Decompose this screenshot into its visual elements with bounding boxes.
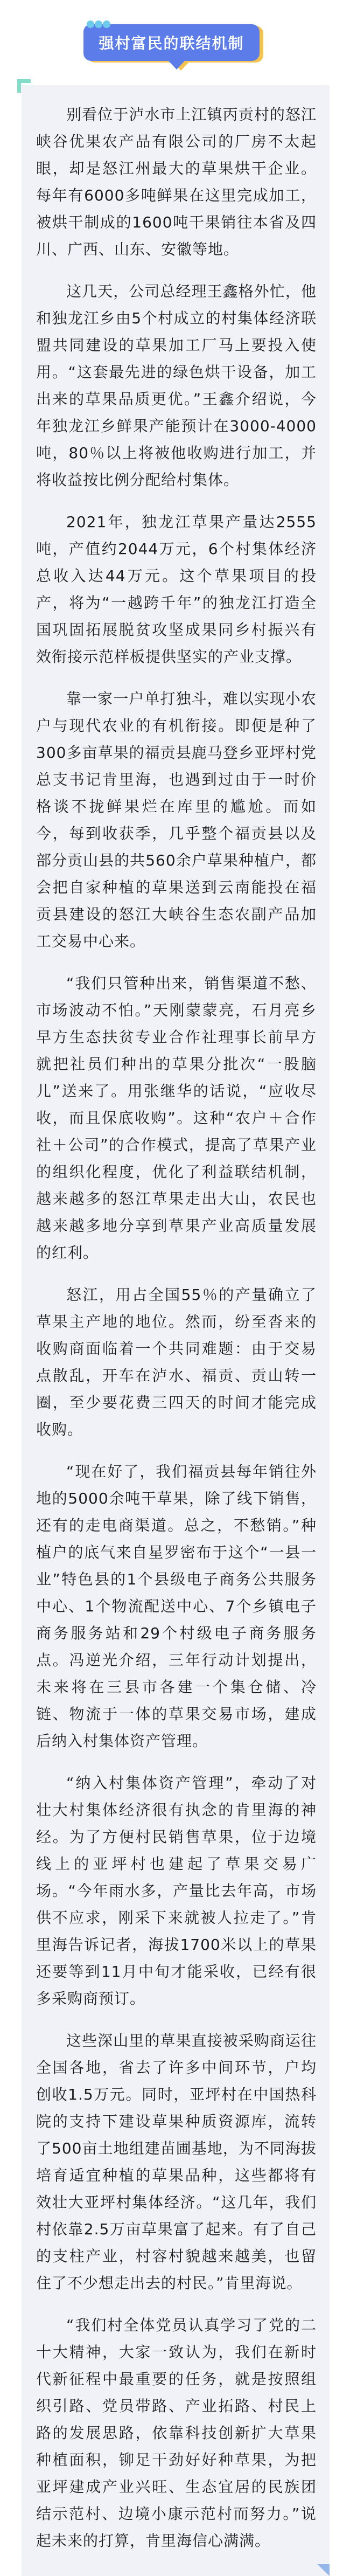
corner-triangle-decoration xyxy=(317,2564,330,2576)
section-title-banner xyxy=(0,0,350,85)
dots-decoration xyxy=(87,20,110,28)
paragraph-list xyxy=(36,101,317,2554)
dot-icon xyxy=(103,20,110,28)
article-paragraph: “纳入村集体资产管理”，牵动了对壮大村集体经济很有执念的肯里海的神经。为了方便村民销售草果，位于边境线上的亚坪村也建起了草果交易广场。“今年雨水多，产量比去年高，市场供不应求，刚采下来就被人拉走了。”肯里海告诉记者，海拔1700米以上的草果还要等到11月中旬才能采收，已经有很多采购商预订。 xyxy=(36,1774,317,2007)
article-paragraph: “我们村全体党员认真学习了党的二十大精神，大家一致认为，我们在新时代新征程中最重要的任务，就是按照组织引路、党员带路、产业拓路、村民上路的发展思路，依靠科技创新扩大草果种植面积，铆足干劲好好种草果，为把亚坪建成产业兴旺、生态宜居的民族团结示范村、边境小康示范村而努力。”说起未来的打算，肯里海信心满满。 xyxy=(36,2316,317,2550)
banner-bubble xyxy=(83,24,260,61)
article-body xyxy=(22,85,330,2576)
section-title: 强村富民的联结机制 xyxy=(99,34,244,52)
dot-icon xyxy=(95,20,102,28)
article-paragraph: “我们只管种出来，销售渠道不愁、市场波动不怕。”天刚蒙蒙亮，石月亮乡早方生态扶贫专业合作社理事长前早方就把社员们种出的草果分批次“一股脑儿”送来了。用张继华的话说，“应收尽收，而且保底收购”。这种“农户＋合作社＋公司”的合作模式，提高了草果产业的组织化程度，优化了利益联结机制，越来越多的怒江草果走出大山，农民也越来越多地分享到草果产业高质量发展的红利。 xyxy=(36,974,317,1262)
article-paragraph: 靠一家一户单打独斗，难以实现小农户与现代农业的有机衔接。即便是种了300多亩草果的福贡县鹿马登乡亚坪村党总支书记肯里海，也遇到过由于一时价格谈不拢鲜果烂在库里的尴尬。而如今，每到收获季，几乎整个福贡县以及部分贡山县的共560余户草果种植户，都会把自家种植的草果送到云南能投在福贡县建设的怒江大峡谷生态农副产品加工交易中心来。 xyxy=(36,690,317,950)
article-paragraph: 这些深山里的草果直接被采购商运往全国各地，省去了许多中间环节，户均创收1.5万元。同时，亚坪村在中国热科院的支持下建设草果种质资源库，流转了500亩土地组建苗圃基地，为不同海拔培育适宜种植的草果品种，这些都将有效壮大亚坪村集体经济。“这几年，我们村依靠2.5万亩草果富了起来。有了自己的支柱产业，村容村貌越来越美，也留住了不少想走出去的村民。”肯里海说。 xyxy=(36,2032,317,2292)
dot-icon xyxy=(87,20,94,28)
article-paragraph: 这几天，公司总经理王鑫格外忙，他和独龙江乡由5个村成立的村集体经济联盟共同建设的草果加工厂马上要投入使用。“这套最先进的绿色烘干设备，加工出来的草果品质更优。”王鑫介绍说，今年独龙江乡鲜果产能预计在3000-4000吨，80％以上将被他收购进行加工，并将收益按比例分配给村集体。 xyxy=(36,282,317,489)
article-paragraph: 怒江，用占全国55％的产量确立了草果主产地的地位。然而，纷至沓来的收购商面临着一个共同难题：由于交易点散乱，开车在泸水、福贡、贡山转一圈，至少要花费三四天的时间才能完成收购。 xyxy=(36,1286,317,1438)
article-paragraph: 别看位于泸水市上江镇丙贡村的怒江峡谷优果农产品有限公司的厂房不太起眼，却是怒江州最大的草果烘干企业。每年有6000多吨鲜果在这里完成加工，被烘干制成的1600吨干果销往本省及四川、广西、山东、安徽等地。 xyxy=(36,106,317,258)
article-paragraph: “现在好了，我们福贡县每年销往外地的5000余吨干草果，除了线下销售，还有的走电商渠道。总之，不愁销。”种植户的底气来自星罗密布于这个“一县一业”特色县的1个县级电子商务公共服务中心、1个物流配送中心、7个乡镇电子商务服务站和29个村级电子商务服务点。冯逆光介绍，三年行动计划提出，未来将在三县市各建一个集仓储、冷链、物流于一体的草果交易市场，建成后纳入村集体资产管理。 xyxy=(36,1463,317,1750)
article-paragraph: 2021年，独龙江草果产量达2555吨，产值约2044万元，6个村集体经济总收入达44万元。这个草果项目的投产，将为“一越跨千年”的独龙江打造全国巩固拓展脱贫攻坚成果同乡村振兴有效衔接示范样板提供坚实的产业支撑。 xyxy=(36,513,317,666)
